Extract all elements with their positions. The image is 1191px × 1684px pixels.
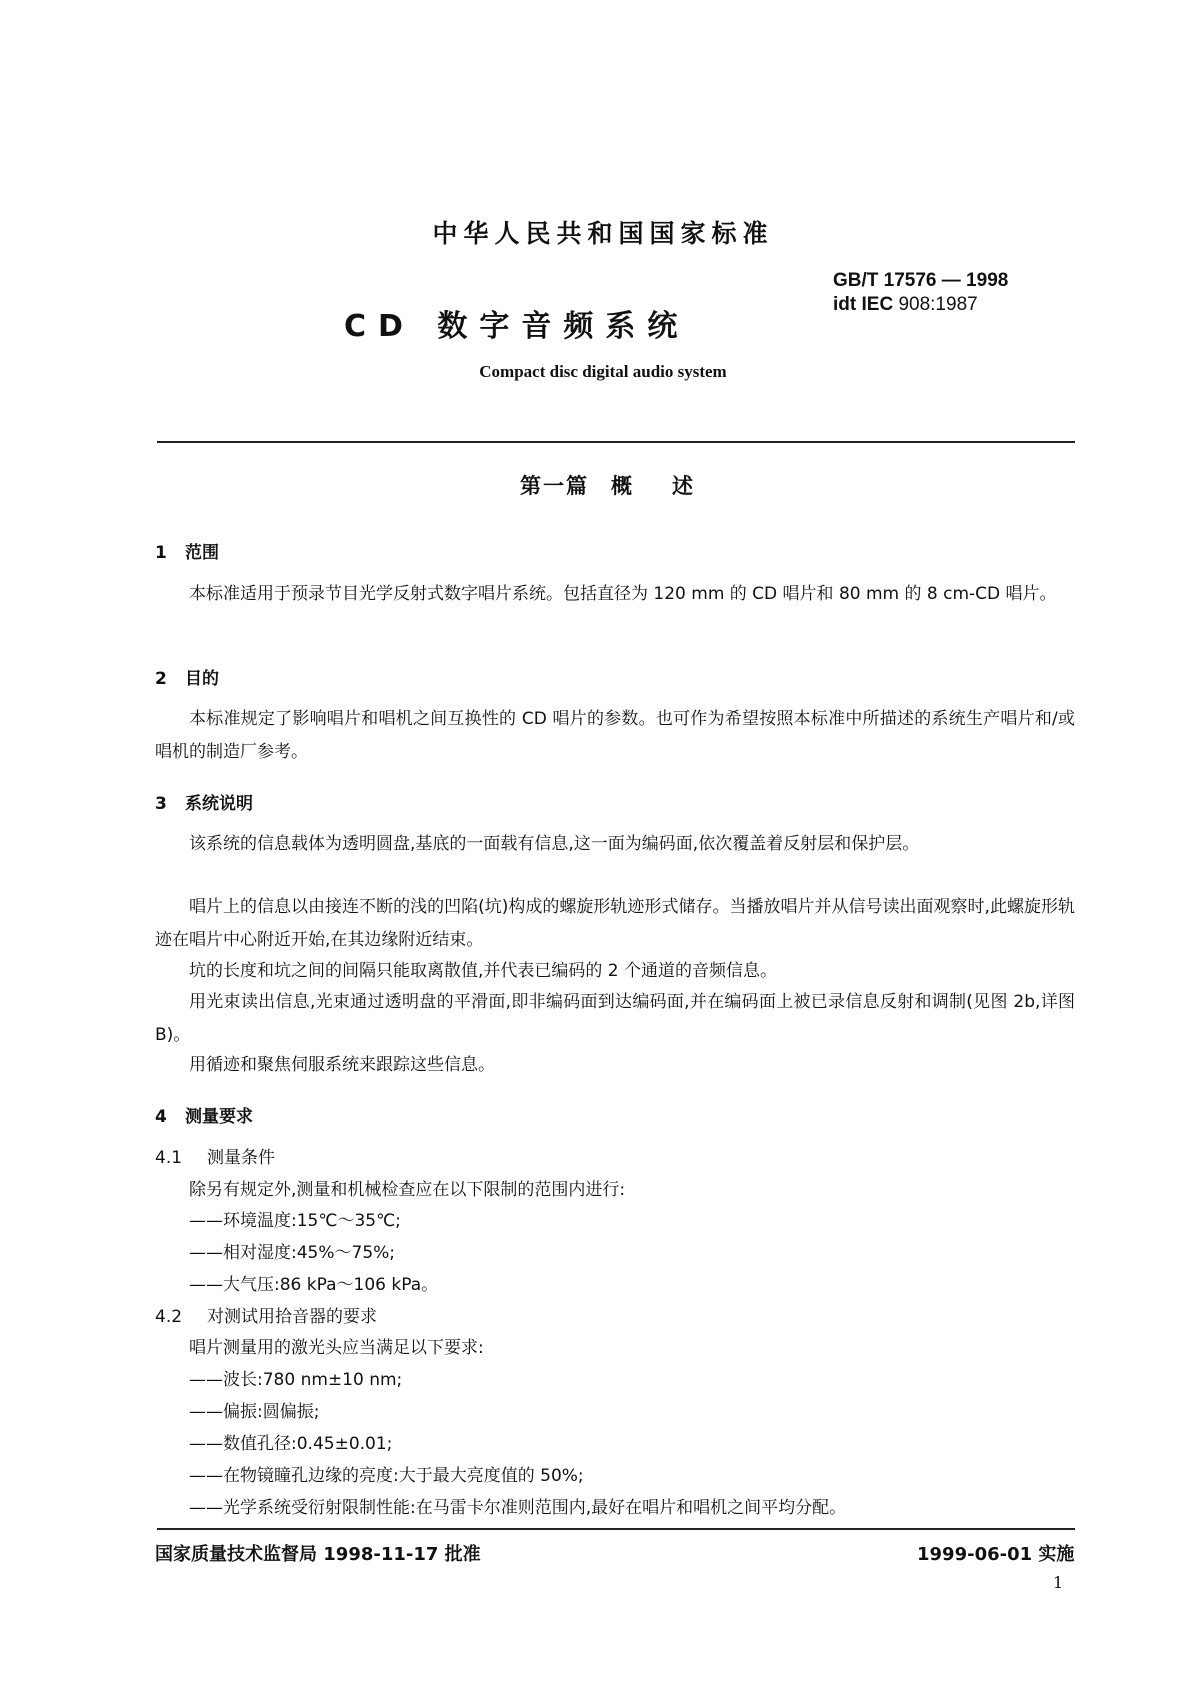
section-2-paragraph: 本标准规定了影响唱片和唱机之间互换性的 CD 唱片的参数。也可作为希望按照本标准中所描述的系统生产唱片和/或唱机的制造厂参考。 <box>155 709 1075 762</box>
header-divider <box>157 441 1075 443</box>
standard-code: GB/T 17576 — 1998 <box>833 270 1009 291</box>
list-item: ——偏振:圆偏振; <box>189 1402 320 1422</box>
section-heading-3 <box>155 789 253 814</box>
section-3-paragraph-3: 坑的长度和坑之间的间隔只能取离散值,并代表已编码的 2 个通道的音频信息。 <box>189 961 778 981</box>
standard-number <box>833 269 1008 317</box>
section-heading-2 <box>155 664 219 689</box>
section-title: 范围 <box>185 543 219 563</box>
approval-date: 国家质量技术监督局 1998-11-17 批准 <box>155 1544 481 1565</box>
list-item: ——在物镜瞳孔边缘的亮度:大于最大亮度值的 50%; <box>189 1466 584 1486</box>
list-item: ——相对湿度:45%～75%; <box>189 1243 396 1263</box>
section-title: 系统说明 <box>185 794 253 814</box>
section-title: 目的 <box>185 669 219 689</box>
section-3-paragraph-2: 唱片上的信息以由接连不断的浅的凹陷(坑)构成的螺旋形轨迹形式储存。当播放唱片并从信号读出面观察时,此螺旋形轨迹在唱片中心附近开始,在其边缘附近结束。 <box>155 897 1075 950</box>
section-number: 2 <box>155 669 167 689</box>
section-heading-4 <box>155 1102 253 1127</box>
section-3-paragraph-4: 用光束读出信息,光束通过透明盘的平滑面,即非编码面到达编码面,并在编码面上被已录信息反射和调制(见图 2b,详图 B)。 <box>155 992 1075 1045</box>
section-number: 4 <box>155 1107 167 1127</box>
section-3-paragraph-1: 该系统的信息载体为透明圆盘,基底的一面载有信息,这一面为编码面,依次覆盖着反射层和保护层。 <box>189 834 920 854</box>
subsection-title: 测量条件 <box>207 1148 275 1168</box>
list-item: ——大气压:86 kPa～106 kPa。 <box>189 1275 439 1295</box>
footer-divider <box>157 1528 1075 1530</box>
part-title <box>520 470 717 500</box>
national-standard-heading: 中华人民共和国国家标准 <box>432 219 774 248</box>
list-item: ——环境温度:15℃～35℃; <box>189 1211 401 1231</box>
subsection-heading-4-1 <box>155 1143 275 1168</box>
section-1-paragraph: 本标准适用于预录节目光学反射式数字唱片系统。包括直径为 120 mm 的 CD 唱片和 80 mm 的 8 cm-CD 唱片。 <box>189 584 1057 604</box>
section-number: 3 <box>155 794 167 814</box>
document-title-cn: CD 数字音频系统 <box>344 309 690 344</box>
section-number: 1 <box>155 543 167 563</box>
subsection-title: 对测试用拾音器的要求 <box>207 1307 377 1327</box>
subsection-number: 4.2 <box>155 1307 183 1327</box>
list-item: ——光学系统受衍射限制性能:在马雷卡尔准则范围内,最好在唱片和唱机之间平均分配。 <box>189 1498 847 1518</box>
equivalent-number: 908:1987 <box>898 294 978 315</box>
subsection-4-2-intro: 唱片测量用的激光头应当满足以下要求: <box>189 1338 484 1358</box>
equivalent-standard <box>833 293 1008 317</box>
section-heading-1 <box>155 538 219 563</box>
part-word-2: 述 <box>672 474 695 498</box>
page-number: 1 <box>1053 1573 1064 1592</box>
part-label: 第一篇 <box>520 474 589 498</box>
document-title-en: Compact disc digital audio system <box>479 362 727 381</box>
part-word-1: 概 <box>611 474 634 498</box>
section-3-paragraph-5: 用循迹和聚焦伺服系统来跟踪这些信息。 <box>189 1055 495 1075</box>
list-item: ——数值孔径:0.45±0.01; <box>189 1434 393 1454</box>
subsection-heading-4-2 <box>155 1302 377 1327</box>
section-title: 测量要求 <box>185 1107 253 1127</box>
equivalent-prefix: idt IEC <box>833 294 899 315</box>
subsection-number: 4.1 <box>155 1148 183 1168</box>
list-item: ——波长:780 nm±10 nm; <box>189 1370 403 1390</box>
subsection-4-1-intro: 除另有规定外,测量和机械检查应在以下限制的范围内进行: <box>189 1180 626 1200</box>
implementation-date: 1999-06-01 实施 <box>917 1544 1075 1565</box>
